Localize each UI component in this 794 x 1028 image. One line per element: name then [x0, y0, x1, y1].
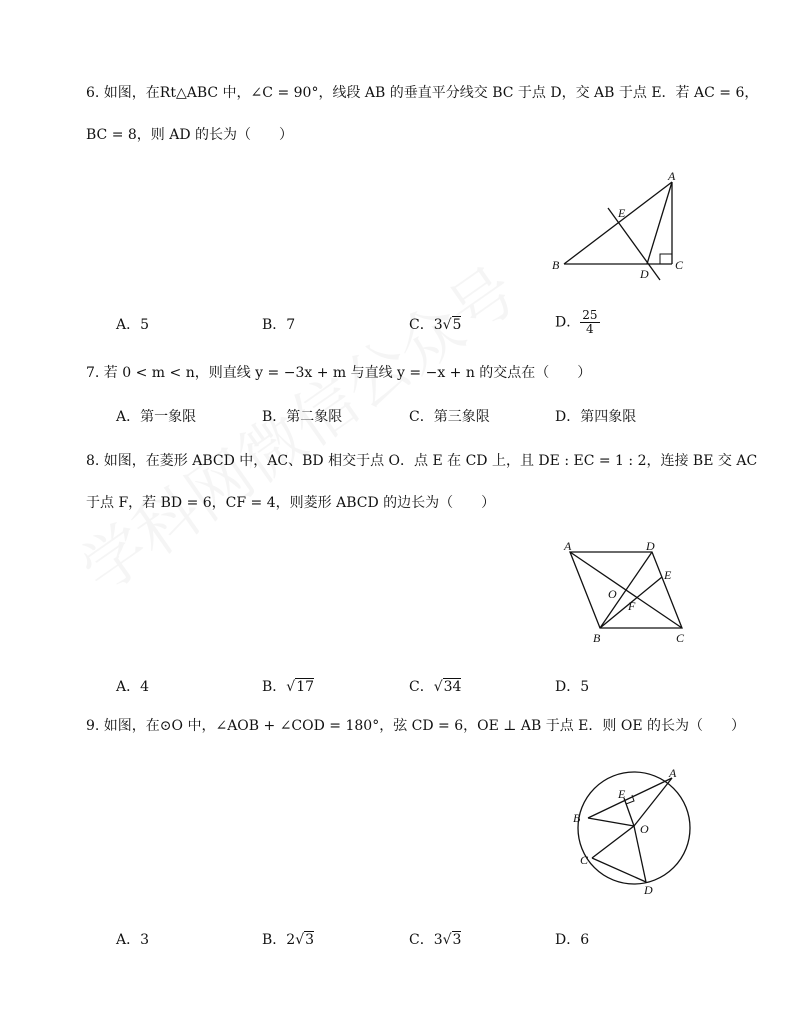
q8-label-o: O — [608, 587, 617, 601]
q8-option-b-radicand: 17 — [296, 679, 315, 695]
q6-label-d: D — [640, 267, 649, 281]
q7-option-b: B．第二象限 — [262, 409, 343, 425]
q8-label-f: F — [628, 599, 636, 613]
q6-triangle-figure — [548, 168, 688, 283]
q7-stem-line1: 7. 若 0 < m < n，则直线 y = −3x + m 与直线 y = −x + n 的交点在（ ） — [86, 365, 592, 381]
q8-option-d: D．5 — [555, 679, 590, 695]
q9-option-d: D．6 — [555, 932, 590, 948]
q8-label-b: B — [593, 631, 601, 645]
q9-label-a: A — [669, 766, 677, 780]
q7-option-d: D．第四象限 — [555, 409, 637, 425]
q6-label-a: A — [668, 169, 676, 183]
q6-option-d-fraction — [580, 309, 599, 336]
q8-rhombus-figure — [556, 538, 696, 648]
q6-option-c-prefix: C．3 — [409, 317, 443, 333]
q6-option-d — [555, 309, 600, 336]
q9-label-b: B — [573, 811, 581, 825]
q9-label-o: O — [640, 822, 649, 836]
q8-stem-line2: 于点 F，若 BD = 6，CF = 4，则菱形 ABCD 的边长为（ ） — [86, 495, 496, 511]
q8-label-a: A — [564, 539, 572, 553]
q6-option-d-denominator: 4 — [586, 322, 594, 336]
q6-label-b: B — [552, 258, 560, 272]
q6-option-c: C．3√5 — [409, 317, 462, 333]
q9-circle-figure — [566, 762, 706, 902]
q6-option-d-numerator: 25 — [582, 308, 598, 322]
q6-option-c-radicand: 5 — [452, 317, 462, 333]
q9-stem-line1: 9. 如图，在⊙O 中，∠AOB + ∠COD = 180°，弦 CD = 6，OE ⊥ AB 于点 E．则 OE 的长为（ ） — [86, 718, 746, 734]
watermark — [60, 241, 532, 610]
q9-option-b-radicand: 3 — [305, 932, 315, 948]
q8-stem-line1: 8. 如图，在菱形 ABCD 中，AC、BD 相交于点 O．点 E 在 CD 上，且 DE : EC = 1 : 2，连接 BE 交 AC — [86, 453, 758, 469]
q7-option-a: A．第一象限 — [116, 409, 197, 425]
q8-option-b: B．√17 — [262, 679, 315, 695]
q6-label-e: E — [618, 206, 626, 220]
q9-option-c-prefix: C．3 — [409, 932, 443, 948]
q9-label-e: E — [618, 787, 626, 801]
q6-stem-line1: 6. 如图，在Rt△ABC 中，∠C = 90°，线段 AB 的垂直平分线交 BC 于点 D，交 AB 于点 E．若 AC = 6， — [86, 85, 759, 101]
q8-label-c: C — [676, 631, 685, 645]
q9-label-c: C — [580, 853, 589, 867]
q9-option-b: B．2√3 — [262, 932, 315, 948]
q9-option-a: A．3 — [116, 932, 150, 948]
q6-stem-line2: BC = 8，则 AD 的长为（ ） — [86, 127, 294, 143]
q6-option-b: B．7 — [262, 317, 296, 333]
q9-label-d: D — [644, 883, 653, 897]
q9-option-b-prefix: B．2 — [262, 932, 296, 948]
q8-option-b-prefix: B． — [262, 679, 287, 695]
q7-option-c: C．第三象限 — [409, 409, 490, 425]
q8-label-d: D — [646, 539, 655, 553]
q6-label-c: C — [675, 258, 684, 272]
q9-option-c-radicand: 3 — [452, 932, 462, 948]
q8-option-a: A．4 — [116, 679, 150, 695]
q8-option-c-radicand: 34 — [443, 679, 462, 695]
q9-option-c: C．3√3 — [409, 932, 462, 948]
q8-option-c-prefix: C． — [409, 679, 434, 695]
q8-option-c: C．√34 — [409, 679, 462, 695]
q6-option-a: A．5 — [116, 317, 150, 333]
q8-label-e: E — [664, 568, 672, 582]
q6-option-d-prefix: D． — [555, 314, 581, 331]
